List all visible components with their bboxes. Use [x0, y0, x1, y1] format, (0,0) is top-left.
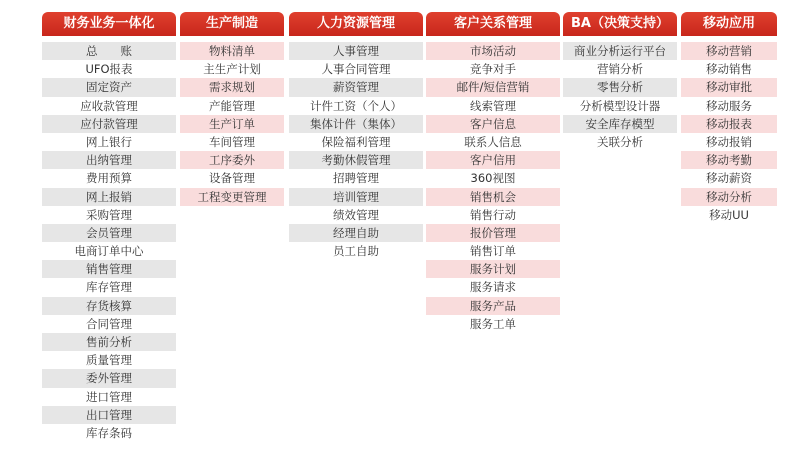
menu-item[interactable]: 应收款管理 — [80, 98, 138, 113]
menu-item[interactable]: 电商订单中心 — [74, 244, 144, 259]
menu-item[interactable]: 人事合同管理 — [321, 62, 391, 77]
menu-item[interactable]: 移动服务 — [706, 98, 752, 113]
menu-item[interactable]: 移动销售 — [706, 62, 752, 77]
menu-item[interactable]: 委外管理 — [42, 369, 176, 387]
menu-item[interactable]: 集体计件（集体） — [289, 115, 423, 133]
column-manufacturing — [180, 12, 284, 206]
menu-item[interactable]: 人事管理 — [289, 42, 423, 60]
menu-item[interactable]: 营销分析 — [597, 62, 643, 77]
menu-item[interactable]: 经理自助 — [289, 224, 423, 242]
menu-item[interactable]: 线索管理 — [470, 98, 516, 113]
menu-item[interactable]: 薪资管理 — [289, 78, 423, 96]
menu-item[interactable]: 服务计划 — [426, 260, 560, 278]
menu-item[interactable]: 总 账 — [42, 42, 176, 60]
menu-item[interactable]: 计件工资（个人） — [310, 98, 402, 113]
menu-item[interactable]: 竞争对手 — [470, 62, 516, 77]
menu-item[interactable]: 考勤休假管理 — [289, 151, 423, 169]
menu-item[interactable]: 客户信用 — [426, 151, 560, 169]
menu-item[interactable]: 销售订单 — [470, 244, 516, 259]
menu-item[interactable]: 报价管理 — [426, 224, 560, 242]
column-hr — [289, 12, 423, 260]
menu-item[interactable]: 工序委外 — [180, 151, 284, 169]
menu-item[interactable]: 质量管理 — [86, 353, 132, 368]
menu-item[interactable]: 移动报销 — [706, 134, 752, 149]
menu-item[interactable]: 移动薪资 — [706, 171, 752, 186]
column-header-manufacturing[interactable]: 生产制造 — [180, 12, 284, 36]
menu-item[interactable]: 产能管理 — [209, 98, 255, 113]
menu-item[interactable]: 主生产计划 — [203, 62, 261, 77]
menu-item[interactable]: 设备管理 — [209, 171, 255, 186]
menu-item[interactable]: UFO报表 — [85, 62, 133, 77]
menu-item[interactable]: 费用预算 — [86, 171, 132, 186]
menu-item[interactable]: 培训管理 — [289, 188, 423, 206]
menu-item[interactable]: 移动审批 — [681, 78, 777, 96]
menu-item[interactable]: 服务工单 — [470, 316, 516, 331]
menu-item[interactable]: 工程变更管理 — [180, 188, 284, 206]
menu-item[interactable]: 保险福利管理 — [321, 134, 391, 149]
menu-item[interactable]: 网上银行 — [86, 134, 132, 149]
menu-item[interactable]: 移动分析 — [681, 188, 777, 206]
menu-item[interactable]: 存货核算 — [42, 297, 176, 315]
menu-item[interactable]: 邮件/短信营销 — [426, 78, 560, 96]
menu-item[interactable]: 进口管理 — [86, 389, 132, 404]
column-header-finance[interactable]: 财务业务一体化 — [42, 12, 176, 36]
menu-item[interactable]: 安全库存模型 — [563, 115, 677, 133]
column-header-hr[interactable]: 人力资源管理 — [289, 12, 423, 36]
menu-item[interactable]: 360视图 — [470, 171, 516, 186]
menu-item[interactable]: 商业分析运行平台 — [563, 42, 677, 60]
menu-item[interactable]: 生产订单 — [180, 115, 284, 133]
menu-item[interactable]: 销售机会 — [426, 188, 560, 206]
column-crm — [426, 12, 560, 333]
menu-item[interactable]: 销售行动 — [470, 207, 516, 222]
menu-item[interactable]: 出口管理 — [42, 406, 176, 424]
menu-item[interactable]: 市场活动 — [426, 42, 560, 60]
menu-item[interactable]: 库存条码 — [86, 425, 132, 440]
menu-item[interactable]: 车间管理 — [209, 134, 255, 149]
menu-item[interactable]: 网上报销 — [42, 188, 176, 206]
menu-item[interactable]: 服务产品 — [426, 297, 560, 315]
menu-item[interactable]: 零售分析 — [563, 78, 677, 96]
column-mobile — [681, 12, 777, 224]
menu-item[interactable]: 服务请求 — [470, 280, 516, 295]
menu-item[interactable]: 客户信息 — [426, 115, 560, 133]
menu-item[interactable]: 会员管理 — [42, 224, 176, 242]
column-ba — [563, 12, 677, 151]
menu-item[interactable]: 分析模型设计器 — [579, 98, 661, 113]
menu-item[interactable]: 售前分析 — [42, 333, 176, 351]
column-header-mobile[interactable]: 移动应用 — [681, 12, 777, 36]
menu-item[interactable]: 需求规划 — [180, 78, 284, 96]
menu-item[interactable]: 合同管理 — [86, 316, 132, 331]
menu-item[interactable]: 库存管理 — [86, 280, 132, 295]
menu-item[interactable]: 固定资产 — [42, 78, 176, 96]
menu-item[interactable]: 物料清单 — [180, 42, 284, 60]
menu-item[interactable]: 销售管理 — [42, 260, 176, 278]
column-header-crm[interactable]: 客户关系管理 — [426, 12, 560, 36]
menu-item[interactable]: 员工自助 — [333, 244, 379, 259]
menu-item[interactable]: 绩效管理 — [333, 207, 379, 222]
menu-item[interactable]: 采购管理 — [86, 207, 132, 222]
menu-item[interactable]: 关联分析 — [597, 134, 643, 149]
column-finance — [42, 12, 176, 442]
menu-item[interactable]: 联系人信息 — [464, 134, 522, 149]
menu-item[interactable]: 移动报表 — [681, 115, 777, 133]
menu-item[interactable]: 应付款管理 — [42, 115, 176, 133]
menu-item[interactable]: 移动UU — [709, 207, 749, 222]
menu-item[interactable]: 移动营销 — [681, 42, 777, 60]
menu-item[interactable]: 移动考勤 — [681, 151, 777, 169]
menu-item[interactable]: 出纳管理 — [42, 151, 176, 169]
menu-item[interactable]: 招聘管理 — [333, 171, 379, 186]
column-header-ba[interactable]: BA（决策支持） — [563, 12, 677, 36]
